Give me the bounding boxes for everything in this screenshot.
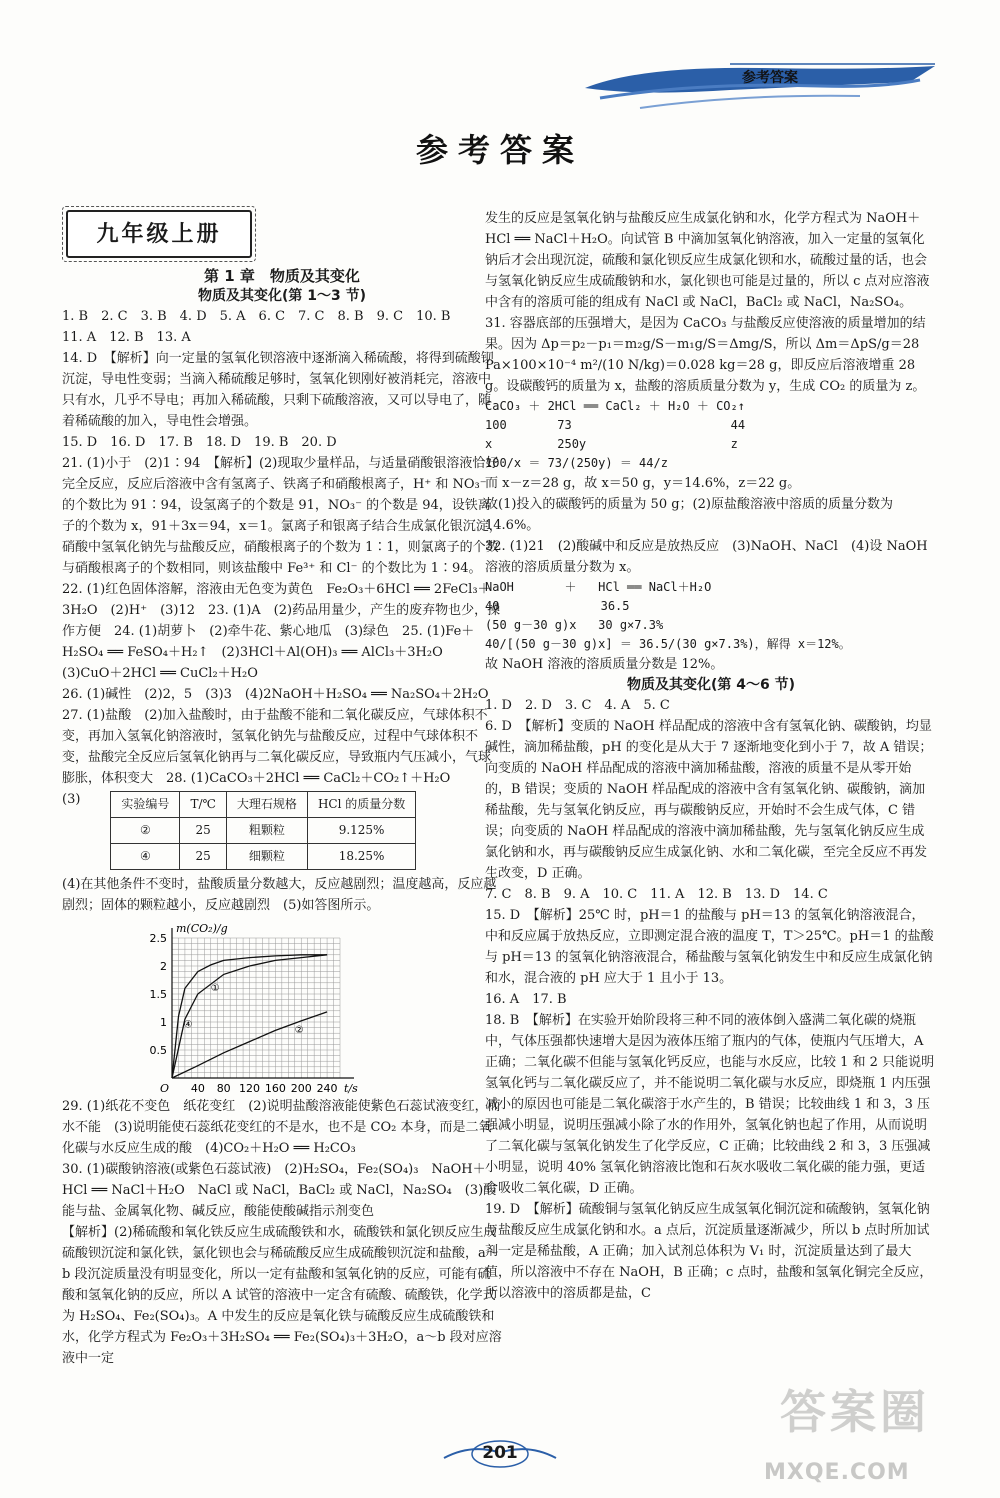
answer-30-cont: 发生的反应是氢氧化钠与盐酸反应生成氯化钠和水，化学方程式为 NaOH＋HCl ══ NaCl＋H₂O。向试管 B 中滴加氢氧化钠溶液，加入一定量的氢氧化钠后才会出现沉淀，硫酸和氯化钡反应生成氯化钡和水，硫酸过量的话，也会与氢氧化钠反应生成硫酸钠和水，氯化钡也可能是过量的，所以 c 点对应溶液中含有的溶质可能的组成有 NaCl 或 NaCl，BaCl₂ 或 NaCl，Na₂SO₄。: [485, 211, 930, 310]
series-label: ②: [294, 1025, 304, 1037]
table-wrap: [62, 789, 502, 874]
answer-32-conclusion: 故 NaOH 溶液的溶质质量分数是 12%。: [485, 657, 724, 672]
watermark-logo: 答案圈: [780, 1385, 930, 1439]
section-title-1: 物质及其变化(第 1～3 节): [197, 288, 367, 304]
header-label: 参考答案: [742, 70, 798, 86]
grade-title: 九年级上册: [96, 221, 222, 247]
answer-29: 29. (1)纸花不变色 纸花变红 (2)说明盐酸溶液能使紫色石蕊试液变红，而水不能 (3)说明能使石蕊纸花变红的不是水，也不是 CO₂ 本身，而是二氧化碳与水反应生成的酸 (4)CO₂＋H₂O ══ H₂CO₃: [62, 1099, 501, 1156]
answer-line: 1. B 2. C 3. B 4. D 5. A 6. C 7. C 8. B 9. C 10. B: [62, 309, 451, 324]
equation-31: CaCO₃ ＋ 2HCl ══ CaCl₂ ＋ H₂O ＋ CO₂↑ 100 73 44 x 250y z 100/x ＝ 73/(250y) ＝ 44/z: [485, 399, 746, 470]
watermark-url: MXQE.COM: [764, 1460, 910, 1485]
table-cell: ④: [111, 844, 180, 870]
y-tick-label: 2: [160, 960, 167, 973]
x-axis-label: t/s: [344, 1082, 358, 1095]
answer-line: 15. D 16. D 17. B 18. D 19. B 20. D: [62, 435, 337, 450]
answer-line: 16. A 17. B: [485, 992, 567, 1007]
equation-32: NaOH ＋ HCl ══ NaCl＋H₂O 40 36.5 (50 g－30 g)x 30 g×7.3% 40/[(50 g－30 g)x] ＝ 36.5/(30 g×7.3%)，解得 x＝12%。: [485, 580, 851, 651]
y-tick-label: 1: [160, 1016, 167, 1029]
page-number: 201: [482, 1443, 518, 1463]
table-row: [111, 844, 416, 870]
x-tick-label: 40: [190, 1082, 205, 1095]
series-label: ①: [210, 983, 220, 995]
left-column: [62, 208, 502, 1369]
table-cell: 细颗粒: [226, 844, 307, 870]
answer-line: 7. C 8. B 9. A 10. C 11. A 12. B 13. D 14. C: [485, 887, 828, 902]
table-cell: ②: [111, 818, 180, 844]
answer-30: 30. (1)碳酸钠溶液(或紫色石蕊试液) (2)H₂SO₄，Fe₂(SO₄)₃ NaOH＋HCl ══ NaCl＋H₂O NaCl 或 NaCl，BaCl₂ 或 NaCl，Na₂SO₄ (3)酸能与盐、金属氧化物、碱反应，酸能使酸碱指示剂变色: [62, 1162, 497, 1219]
x-tick-label: 80: [216, 1082, 231, 1095]
table-label: (3): [62, 792, 81, 807]
answer-26-28: 26. (1)碱性 (2)2，5 (3)3 (4)2NaOH＋H₂SO₄ ══ Na₂SO₄＋2H₂O 27. (1)盐酸 (2)加入盐酸时，由于盐酸不能和二氧化碳反应，气球体积不变，再加入氢氧化钠溶液时，氢氧化钠先与盐酸反应，过程中气球体积不变，盐酸完全反应后氢氧化钠再与二氧化碳反应，导致瓶内气压减小，气球膨胀，体积变大 28. (1)CaCO₃＋2HCl ══ CaCl₂＋CO₂↑＋H₂O: [62, 687, 502, 786]
answer-30-analysis: 【解析】(2)稀硫酸和氧化铁反应生成硫酸铁和水，硫酸铁和氯化钡反应生成硫酸钡沉淀和氯化铁，氯化钡也会与稀硫酸反应生成硫酸钡沉淀和盐酸，a～b 段沉淀质量没有明显变化，所以一定有盐酸和氢氧化钠的反应，可能有硫酸和氢氧化钠的反应，所以 A 试管的溶液中一定含有硫酸、硫酸铁，化学式为 H₂SO₄、Fe₂(SO₄)₃。A 中发生的反应是氧化铁与硫酸反应生成硫酸铁和水，化学方程式为 Fe₂O₃＋3H₂SO₄ ══ Fe₂(SO₄)₃＋3H₂O，a～b 段对应溶液中一定: [62, 1225, 502, 1366]
co2-mass-chart: [142, 918, 372, 1096]
right-column: [485, 208, 937, 1304]
answer-18: 18. B 【解析】在实验开始阶段将三种不同的液体倒入盛满二氧化碳的烧瓶中，气体压强都快速增大是因为液体压缩了瓶内的气体，使瓶内气压增大，A 正确；二氧化碳不但能与氢氧化钙反应，也能与水反应，比较 1 和 2 只能说明氢氧化钙与二氧化碳反应了，并不能说明二氧化碳与水反应，即烧瓶 1 内压强减小的原因也可能是二氧化碳溶于水产生的，B 错误；比较曲线 1 和 3，3 压强减小明显，说明压强减小除了水的作用外，氢氧化钠也起了作用，从而说明了二氧化碳与氢氧化钠发生了化学反应，C 正确；比较曲线 2 和 3，3 压强减小明显，说明 40% 氢氧化钠溶液比饱和石灰水吸收二氧化碳的能力强，更适合吸收二氧化碳，D 正确。: [485, 1013, 935, 1196]
answer-31: 31. 容器底部的压强增大，是因为 CaCO₃ 与盐酸反应使溶液的质量增加的结果。因为 Δp＝p₂－p₁＝m₂g/S－m₁g/S＝Δmg/S，所以 Δm＝ΔpS/g＝28 Pa×100×10⁻⁴ m²/(10 N/kg)＝0.028 kg＝28 g，即反应后溶液增重 28 g。设碳酸钙的质量为 x，盐酸的溶质质量分数为 y，生成 CO₂ 的质量为 z。: [485, 316, 926, 394]
table-cell: 粗颗粒: [226, 818, 307, 844]
table-cell: 9.125%: [307, 818, 415, 844]
answer-line: 11. A 12. B 13. A: [62, 330, 191, 345]
answer-22-25: 22. (1)红色固体溶解，溶液由无色变为黄色 Fe₂O₃＋6HCl ══ 2FeCl₃＋3H₂O (2)H⁺ (3)12 23. (1)A (2)药品用量少，产生的废弃物也少，操作方便 24. (1)胡萝卜 (2)牵牛花、紫心地瓜 (3)绿色 25. (1)Fe＋H₂SO₄ ══ FeSO₄＋H₂↑ (2)3HCl＋Al(OH)₃ ══ AlCl₃＋3H₂O (3)CuO＋2HCl ══ CuCl₂＋H₂O: [62, 582, 501, 681]
x-tick-label: 200: [290, 1082, 312, 1095]
answer-28-4: (4)在其他条件不变时，盐酸质量分数越大，反应越剧烈；温度越高，反应越剧烈；固体的颗粒越小，反应越剧烈 (5)如答图所示。: [62, 877, 497, 913]
chapter-title: 第 1 章 物质及其变化: [204, 267, 360, 285]
table-header-row: [111, 792, 416, 818]
table-header: 实验编号: [111, 792, 180, 818]
y-tick-label: 0.5: [149, 1044, 167, 1057]
experiment-table: [110, 791, 416, 870]
answer-15: 15. D 【解析】25℃ 时，pH＝1 的盐酸与 pH＝13 的氢氧化钠溶液混合，中和反应属于放热反应，立即测定混合液的温度 T，T＞25℃。pH＝1 的盐酸与 pH＝13 的氢氧化钠溶液混合，稀盐酸与氢氧化钠发生中和反应生成氯化钠和水，混合液的 pH 应大于 1 且小于 13。: [485, 908, 934, 986]
answer-19: 19. D 【解析】硫酸铜与氢氧化钠反应生成氢氧化铜沉淀和硫酸钠，氢氧化钠与盐酸反应生成氯化钠和水。a 点后，沉淀质量逐渐减少，所以 b 点时所加试剂一定是稀盐酸，A 正确；加入试剂总体积为 V₁ 时，沉淀质量达到了最大值，所以溶液中不存在 NaOH，B 正确；c 点时，盐酸和氢氧化铜完全反应，所以溶液中的溶质都是盐，C: [485, 1202, 933, 1301]
answer-32: 32. (1)21 (2)酸碱中和反应是放热反应 (3)NaOH、NaCl (4)设 NaOH 溶液的溶质质量分数为 x。: [485, 539, 928, 575]
x-tick-label: 240: [316, 1082, 338, 1095]
page-title: 参考答案: [415, 131, 584, 169]
y-axis-label: m(CO₂)/g: [176, 922, 228, 935]
answer-14: 14. D 【解析】向一定量的氢氧化钡溶液中逐渐滴入稀硫酸，将得到硫酸钡沉淀，导电性变弱；当滴入稀硫酸足够时，氢氧化钡刚好被消耗完，溶液中只有水，几乎不导电；再加入稀硫酸，只剩下硫酸溶液，又可以导电了，随着稀硫酸的加入，导电性会增强。: [62, 351, 494, 429]
y-tick-label: 2.5: [149, 932, 167, 945]
answer-line: 1. D 2. D 3. C 4. A 5. C: [485, 698, 670, 713]
table-header: HCl 的质量分数: [307, 792, 415, 818]
answer-6: 6. D 【解析】变质的 NaOH 样品配成的溶液中含有氢氧化钠、碳酸钠，均显碱性，滴加稀盐酸，pH 的变化是从大于 7 逐渐地变化到小于 7，故 A 错误；向变质的 NaOH 样品配成的溶液中滴加稀盐酸，溶液的质量不是从零开始的，B 错误；变质的 NaOH 样品配成的溶液中含有氢氧化钠、碳酸钠，滴加稀盐酸，先与氢氧化钠反应，再与碳酸钠反应，开始时不会生成气体，C 错误；向变质的 NaOH 样品配成的溶液中滴加稀盐酸，先与氢氧化钠反应生成氯化钠和水，再与碳酸钠反应生成氯化钠、水和二氧化碳，至完全反应不再发生改变，D 正确。: [485, 719, 933, 881]
x-tick-label: 160: [264, 1082, 286, 1095]
table-header: 大理石规格: [226, 792, 307, 818]
table-cell: 25: [180, 844, 226, 870]
section-title-2: 物质及其变化(第 4～6 节): [626, 677, 796, 693]
x-tick-label: 120: [239, 1082, 261, 1095]
grade-box: [66, 210, 252, 258]
series-label: ④: [183, 1019, 193, 1031]
origin-label: O: [160, 1082, 170, 1095]
table-header: T/℃: [180, 792, 226, 818]
answer-21: 21. (1)小于 (2)1∶94 【解析】(2)现取少量样品，与适量硝酸银溶液恰好完全反应，反应后溶液中含有氢离子、铁离子和硝酸根离子，H⁺ 和 NO₃⁻ 的个数比为 91∶94，设氢离子的个数是 91，NO₃⁻ 的个数是 94，设铁离子的个数为 x，91＋3x＝94，x＝1。氯离子和银离子结合生成氯化银沉淀，硝酸中氢氧化钠先与盐酸反应，硝酸根离子的个数为 1∶1，则氯离子的个数与硝酸根离子的个数相同，则该盐酸中 Fe³⁺ 和 Cl⁻ 的个数比为 1∶94。: [62, 456, 502, 576]
answer-31-result: 而 x－z＝28 g，故 x＝50 g，y＝14.6%，z＝22 g。: [485, 476, 801, 491]
table-row: [111, 818, 416, 844]
answer-31-conclusion: 故(1)投入的碳酸钙的质量为 50 g；(2)原盐酸溶液中溶质的质量分数为 14.6%。: [485, 497, 893, 533]
table-cell: 18.25%: [307, 844, 415, 870]
table-cell: 25: [180, 818, 226, 844]
y-tick-label: 1.5: [149, 988, 167, 1001]
